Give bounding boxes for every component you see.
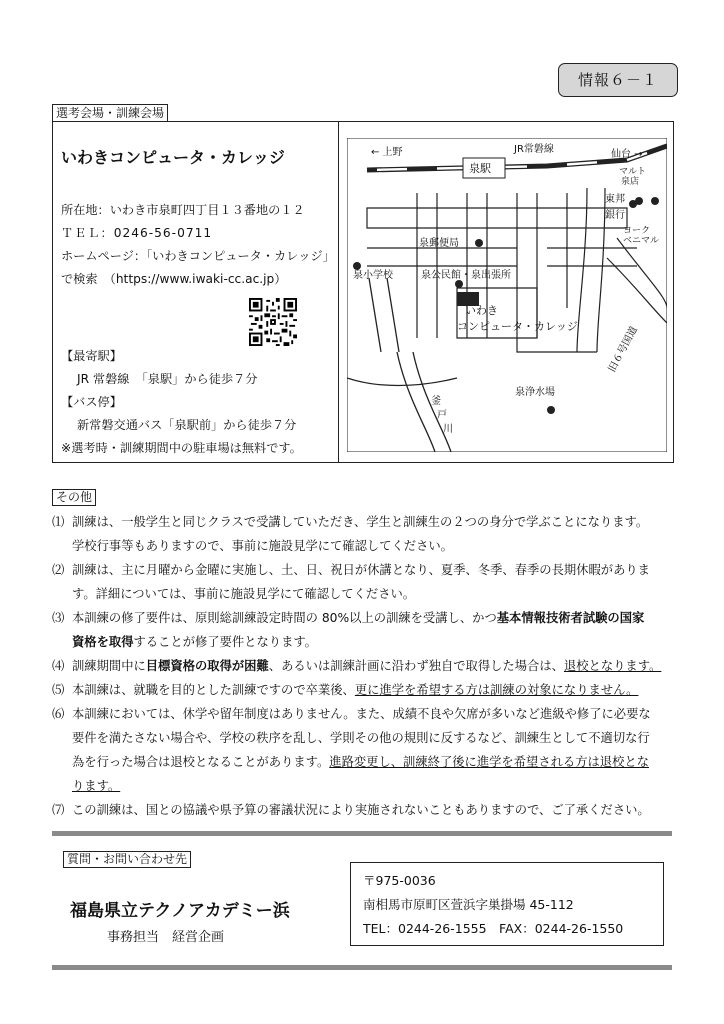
- item-text: 本訓練は、就職を目的とした訓練ですので卒業後、: [72, 683, 355, 697]
- item-line: 本訓練においては、休学や留年制度はありません。また、成績不良や欠席が多いなど進級や修了に必要な: [72, 707, 651, 721]
- map-school: 泉小学校: [353, 270, 393, 281]
- map-sendai: 仙台 →: [611, 149, 643, 160]
- item-underline: 更に進学を希望する方は訓練の対象になりません。: [354, 683, 639, 697]
- other-item-7: [52, 798, 672, 822]
- access-map: [347, 138, 667, 452]
- contact-organization: 福島県立テクノアカデミー浜: [70, 901, 290, 921]
- map-college-2: コンピュータ・カレッジ: [457, 320, 578, 333]
- bus-info: 新常磐交通バス「泉駅前」から徒歩７分: [77, 418, 297, 432]
- item-number: ⑺: [52, 803, 65, 817]
- item-number: ⑶: [52, 611, 65, 625]
- venue-name: いわきコンピュータ・カレッジ: [61, 148, 285, 167]
- contact-phone: TEL：0244-26-1555 FAX：0244-26-1550: [363, 921, 624, 936]
- venue-homepage: ホームページ：「いわきコンピュータ・カレッジ」: [61, 249, 335, 263]
- item-line: 訓練は、一般学生と同じクラスで受講していただき、学生と訓練生の２つの身分で学ぶことになります。: [72, 515, 649, 529]
- item-bold: 目標資格の取得が困難: [145, 659, 269, 673]
- map-hall: 泉公民館・泉出張所: [421, 270, 511, 281]
- other-item-5: [52, 678, 672, 702]
- divider-top: [52, 831, 672, 836]
- contact-address-box: [350, 862, 664, 946]
- venue-box: [52, 121, 674, 463]
- divider-bottom: [52, 965, 672, 970]
- item-line: す。詳細については、事前に施設見学にて確認してください。: [72, 587, 416, 601]
- item-text: 、あるいは訓練計画に沿わず独自で取得した場合は、: [268, 659, 564, 673]
- map-york: ヨーク: [623, 226, 651, 236]
- item-line: 学校行事等もありますので、事前に施設見学にて確認してください。: [72, 539, 453, 553]
- contact-label: 質問・お問い合わせ先: [63, 851, 191, 868]
- item-text: 為を行った場合は退校となることがあります。: [72, 755, 330, 769]
- item-number: ⑸: [52, 683, 65, 697]
- map-river-2: 戸: [437, 410, 447, 421]
- item-underline: ります。: [72, 779, 121, 793]
- item-number: ⑷: [52, 659, 65, 673]
- item-text: することが修了要件となります。: [133, 635, 317, 649]
- map-toho-bank: 東邦: [605, 194, 625, 205]
- contact-address: 南相馬市原町区萱浜字巣掛場 45-112: [363, 897, 574, 912]
- parking-note: ※選考時・訓練期間中の駐車場は無料です。: [61, 441, 302, 455]
- item-text: 訓練期間中に: [72, 659, 146, 673]
- venue-divider: [338, 122, 339, 462]
- item-line: 要件を満たさない場合や、学校の秩序を乱し、学則その他の規則に反するなど、訓練生として不適切な行: [72, 731, 650, 745]
- map-york-2: ベニマル: [623, 236, 660, 246]
- other-item-1: [52, 510, 672, 558]
- document-tag: 情報６－１: [558, 63, 678, 97]
- map-joban-line: JR常磐線: [514, 144, 554, 155]
- station-info: JR 常磐線 「泉駅」から徒歩７分: [77, 372, 258, 386]
- other-item-6: [52, 702, 672, 798]
- item-number: ⑹: [52, 707, 65, 721]
- map-post-office: 泉郵便局: [419, 238, 459, 249]
- item-line: この訓練は、国との協議や県予算の審議状況により実施されないこともありますので、ご了承ください。: [72, 803, 650, 817]
- venue-label: 選考会場・訓練会場: [52, 104, 168, 122]
- other-label: その他: [52, 489, 96, 506]
- item-line: 訓練は、主に月曜から金曜に実施し、土、日、祝日が休講となり、夏季、冬季、春季の長期休暇がありま: [72, 563, 650, 577]
- other-item-3: [52, 606, 672, 654]
- contact-department: 事務担当 経営企画: [107, 930, 225, 945]
- other-item-4: [52, 654, 672, 678]
- map-ueno: ← 上野: [371, 147, 403, 158]
- map-maruto: マルト: [619, 167, 647, 177]
- item-underline: 退校となります。: [563, 659, 662, 673]
- map-toho-bank-2: 銀行: [605, 210, 625, 221]
- item-underline: 進路変更し、訓練終了後に進学を希望される方は退校とな: [329, 755, 649, 769]
- map-maruto-store: 泉店: [621, 177, 640, 187]
- venue-tel: ＴＥＬ：0246-56-0711: [61, 226, 213, 240]
- other-item-2: [52, 558, 672, 606]
- item-number: ⑴: [52, 515, 65, 529]
- map-river-1: 釜: [431, 396, 441, 407]
- item-text: 本訓練の修了要件は、原則総訓練設定時間の 80%以上の訓練を受講し、かつ: [72, 611, 497, 625]
- item-bold: 資格を取得: [72, 635, 134, 649]
- bus-heading: 【バス停】: [61, 395, 122, 409]
- venue-address: 所在地：いわき市泉町四丁目１３番地の１２: [61, 203, 305, 217]
- item-number: ⑵: [52, 563, 65, 577]
- qr-code: [249, 298, 297, 346]
- station-heading: 【最寄駅】: [61, 349, 122, 363]
- map-river-3: 川: [443, 424, 453, 435]
- item-bold: 基本情報技術者試験の国家: [496, 611, 645, 625]
- map-izumi-station: 泉駅: [469, 162, 491, 175]
- map-route6: 旧６号国道: [606, 324, 640, 375]
- map-college-1: いわき: [465, 304, 498, 317]
- venue-search: で検索 （https://www.iwaki-cc.ac.jp）: [61, 272, 287, 286]
- map-water-plant: 泉浄水場: [515, 387, 555, 398]
- contact-zip: 〒975-0036: [363, 873, 436, 888]
